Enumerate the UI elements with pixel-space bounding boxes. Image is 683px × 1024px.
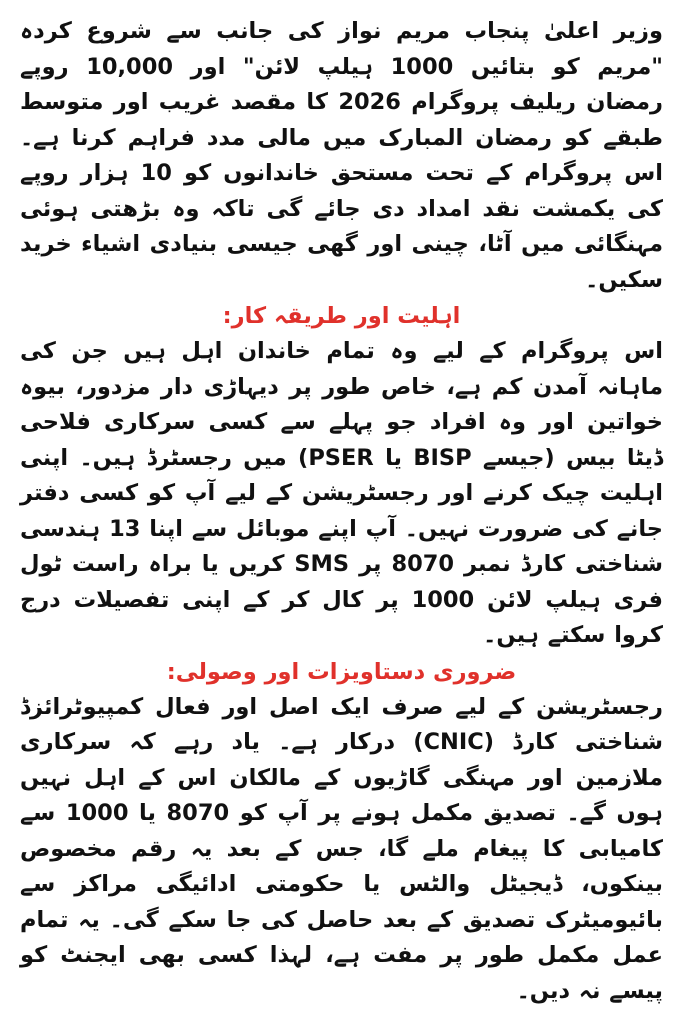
intro-paragraph: وزیر اعلیٰ پنجاب مریم نواز کی جانب سے شروع کردہ "مریم کو بتائیں 1000 ہیلپ لائن" اور 10,000 روپے رمضان ریلیف پروگرام 2026 کا مقصد غریب اور متوسط طبقے کو رمضان المبارک میں مالی مدد فراہم کرنا ہے۔ اس پروگرام کے تحت مستحق خاندانوں کو 10 ہزار روپے کی یکمشت نقد امداد دی جائے گی تاکہ وہ بڑھتی ہوئی مہنگائی میں آٹا، چینی اور گھی جیسی بنیادی اشیاء خرید سکیں۔ bbox=[20, 18, 664, 293]
eligibility-heading: اہلیت اور طریقہ کار: bbox=[222, 303, 461, 329]
documents-paragraph: رجسٹریشن کے لیے صرف ایک اصل اور فعال کمپیوٹرائزڈ شناختی کارڈ (CNIC) درکار ہے۔ یاد رہے کہ سرکاری ملازمین اور مہنگی گاڑیوں کے مالکان اس کے اہل نہیں ہوں گے۔ تصدیق مکمل ہونے پر آپ کو 8070 یا 1000 سے کامیابی کا پیغام ملے گا، جس کے بعد یہ رقم مخصوص بینکوں، ڈیجیٹل والٹس یا حکومتی ادائیگی مراکز سے بائیومیٹرک تصدیق کے بعد حاصل کی جا سکے گی۔ یہ تمام عمل مکمل طور پر مفت ہے، لہذا کسی بھی ایجنٹ کو پیسے نہ دیں۔ bbox=[20, 693, 663, 1004]
eligibility-paragraph: اس پروگرام کے لیے وہ تمام خاندان اہل ہیں جن کی ماہانہ آمدن کم ہے، خاص طور پر دیہاڑی دار مزدور، بیوہ خواتین اور وہ افراد جو پہلے سے کسی سرکاری فلاحی ڈیٹا بیس (جیسے BISP یا PSER) میں رجسٹرڈ ہیں۔ اپنی اہلیت چیک کرنے اور رجسٹریشن کے لیے آپ کو کسی دفتر جانے کی ضرورت نہیں۔ آپ اپنے موبائل سے اپنا 13 ہندسی شناختی کارڈ نمبر 8070 پر SMS کریں یا براہ راست ٹول فری ہیلپ لائن 1000 پر کال کر کے اپنی تفصیلات درج کروا سکتے ہیں۔ bbox=[19, 338, 664, 648]
documents-heading: ضروری دستاویزات اور وصولی: bbox=[166, 658, 517, 685]
